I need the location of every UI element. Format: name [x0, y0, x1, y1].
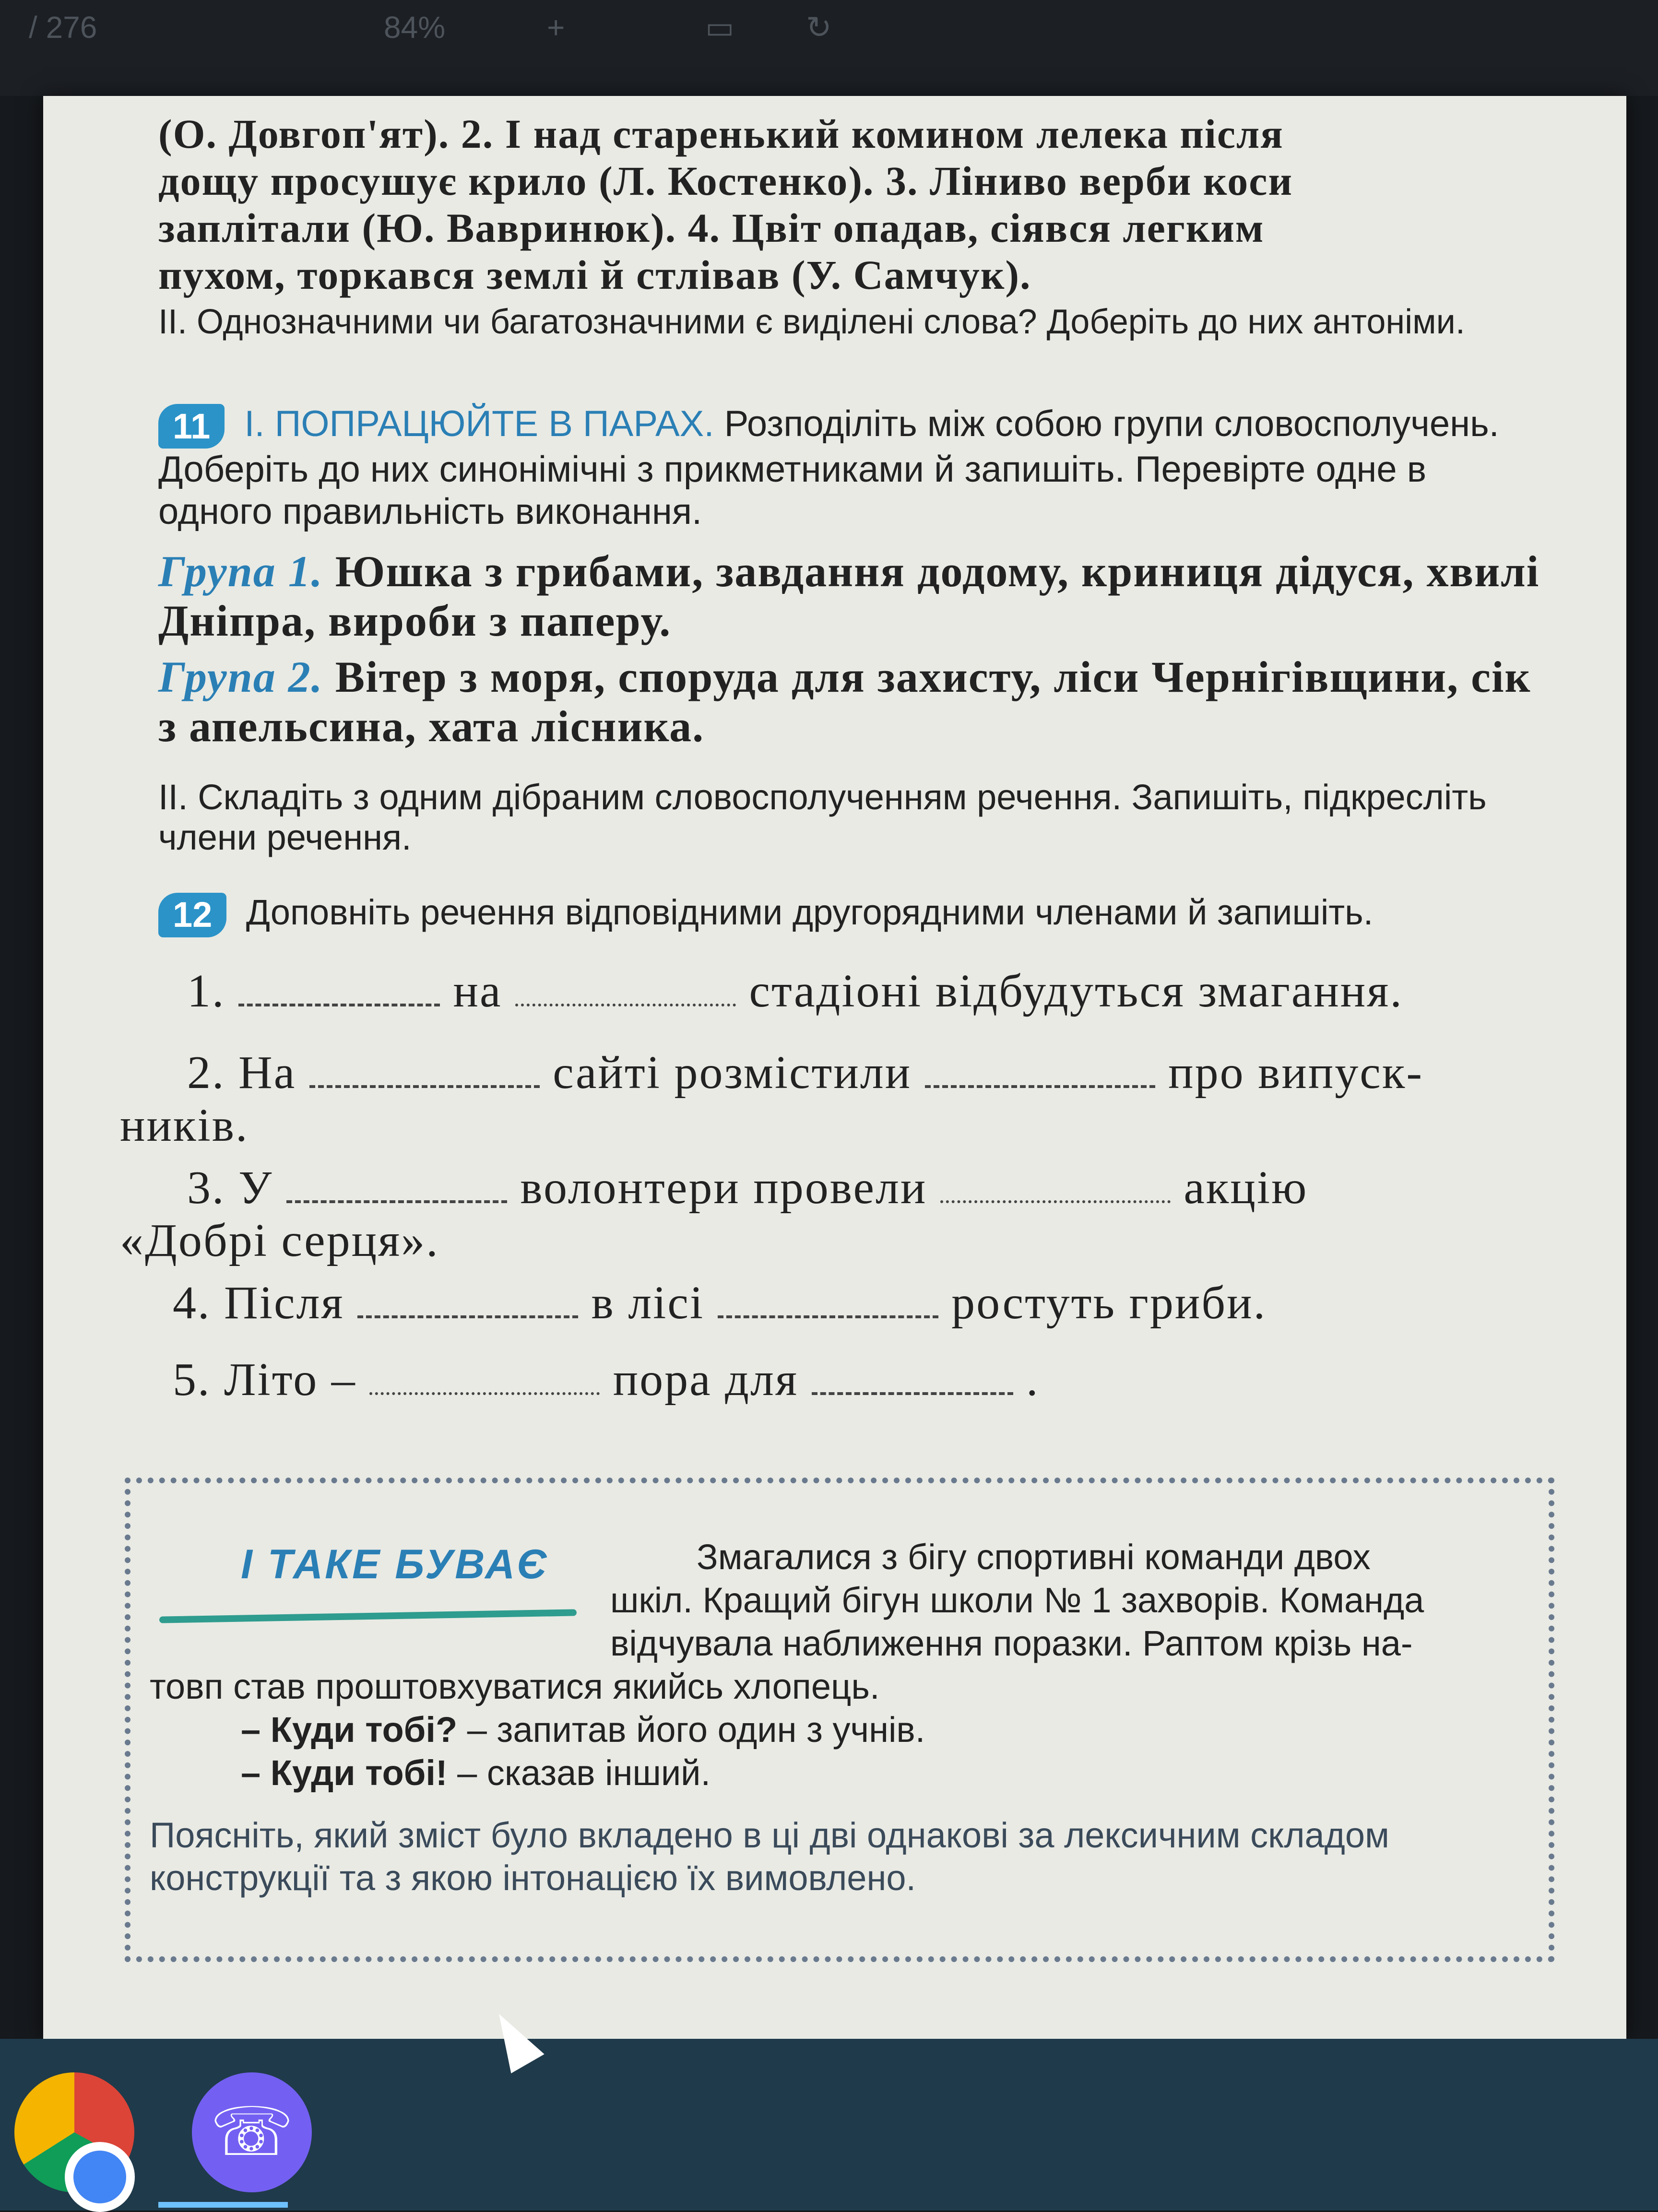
dialogue-2: – Куди тобі! – сказав інший. — [241, 1753, 711, 1793]
dialogue-1: – Куди тобі? – запитав його один з учнів. — [241, 1710, 925, 1750]
sentence-5: 5. Літо – пора для . — [173, 1354, 1040, 1406]
box-task: Поясніть, який зміст було вкладено в ці дві однакові за лексичним складом конструкції та з якою інтонацією їх вимовлено. — [150, 1815, 1389, 1898]
blank — [515, 1004, 736, 1006]
active-app-indicator — [158, 2202, 288, 2208]
task10-part2: II. Однозначними чи багатозначними є виділені слова? Доберіть до них антоніми. — [158, 303, 1465, 341]
task11-part2: II. Складіть з одним дібраним словосполученням речення. Запишіть, підкресліть члени речення. — [158, 777, 1487, 858]
box-title: І ТАКЕ БУВАЄ — [241, 1541, 549, 1587]
blank — [369, 1392, 600, 1395]
task-number-badge: 11 — [158, 404, 225, 449]
group1 — [158, 547, 1540, 646]
zoom-level[interactable]: 84% — [384, 10, 446, 45]
task11-text: Розподіліть між собою групи словосполучень. Доберіть до них синонімічні з прикметниками й запишіть. Перевірте одне в одного правильність виконання. — [158, 403, 1499, 532]
document-page — [43, 96, 1626, 2039]
group2-label: Група 2. — [158, 652, 323, 701]
rotate-icon[interactable]: ↻ — [806, 10, 832, 45]
blank — [718, 1315, 938, 1318]
task12 — [158, 892, 1540, 937]
sentence-1: 1. на стадіоні відбудуться змагання. — [187, 965, 1403, 1017]
previous-exercise-text: (О. Довгоп'ят). 2. І над старенький комином лелека після дощу просушує крило (Л. Костенко). 3. Ліниво верби коси заплітали (Ю. Вавринюк). 4. Цвіт опадав, сіявся легким пухом, торкався землі й стлівав (У. Самчук). — [158, 111, 1293, 298]
blank — [238, 1004, 440, 1006]
taskbar — [0, 2039, 1658, 2211]
blank — [357, 1315, 578, 1318]
task-number-badge: 12 — [158, 893, 226, 937]
title-underline — [159, 1609, 577, 1623]
page-number[interactable]: / 276 — [29, 10, 97, 45]
box-story-3: відчувала наближення поразки. Раптом крізь на- — [610, 1623, 1413, 1663]
info-box — [125, 1478, 1554, 1962]
sentence-3-cont: «Добрі серця». — [120, 1215, 439, 1266]
fit-page-icon[interactable]: ▭ — [705, 10, 734, 45]
task12-text: Доповніть речення відповідними другорядними членами й запишіть. — [246, 892, 1374, 932]
box-story-4: товп став проштовхуватися якийсь хлопець. — [150, 1667, 880, 1706]
sentence-2-cont: ників. — [120, 1100, 249, 1151]
chrome-icon[interactable] — [14, 2072, 134, 2192]
blank — [309, 1085, 540, 1088]
group2 — [158, 652, 1540, 751]
task11 — [158, 403, 1540, 532]
viber-icon[interactable]: ☏ — [192, 2072, 312, 2192]
chrome-center — [65, 2142, 135, 2212]
group1-label: Група 1. — [158, 547, 323, 596]
blank — [925, 1085, 1155, 1088]
blank — [940, 1200, 1171, 1203]
sentence-2: 2. На сайті розмістили про випуск- — [187, 1047, 1424, 1099]
blank — [812, 1392, 1013, 1395]
zoom-in-icon[interactable]: + — [547, 10, 565, 45]
pdf-toolbar — [0, 0, 1658, 96]
box-story-1: Змагалися з бігу спортивні команди двох — [697, 1537, 1371, 1577]
sentence-4: 4. Після в лісі ростуть гриби. — [173, 1277, 1267, 1329]
box-story-2: шкіл. Кращий бігун школи № 1 захворів. Команда — [610, 1580, 1424, 1620]
group1-text: Юшка з грибами, завдання додому, криниця дідуся, хвилі Дніпра, вироби з паперу. — [158, 547, 1540, 646]
group2-text: Вітер з моря, споруда для захисту, ліси Чернігівщини, сік з апельсина, хата лісника. — [158, 652, 1531, 751]
task11-heading: I. ПОПРАЦЮЙТЕ В ПАРАХ. — [244, 403, 714, 444]
blank — [286, 1200, 507, 1203]
sentence-3: 3. У волонтери провели акцію — [187, 1162, 1308, 1214]
